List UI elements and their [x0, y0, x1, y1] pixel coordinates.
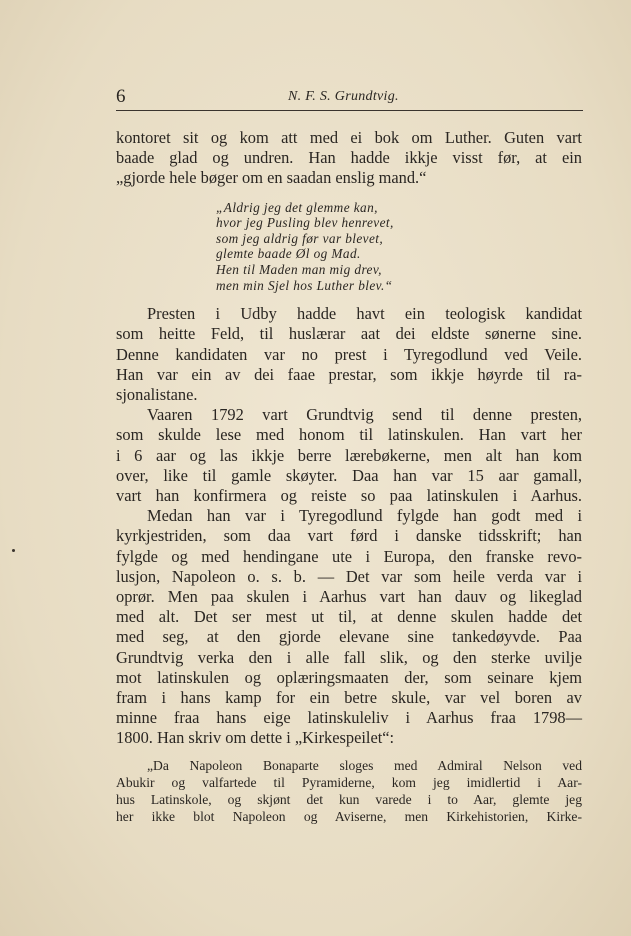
text-line: oprør. Men paa skulen i Aarhus vart han dauv og likeglad: [116, 587, 582, 607]
body-text: [116, 128, 582, 825]
poem-line: hvor jeg Pusling blev henrevet,: [216, 215, 394, 231]
text-line: vart han konfirmera og reiste so paa latinskulen i Aarhus.: [116, 486, 582, 505]
quote-line: her ikke blot Napoleon og Aviserne, men Kirkehistorien, Kirke-: [116, 808, 582, 824]
text-line: minne fraa hans eige latinskuleliv i Aarhus fraa 1798—: [116, 708, 582, 728]
page-number: 6: [116, 86, 126, 107]
quote-line: hus Latinskole, og skjønt det kun varede i to Aar, glemte jeg: [116, 791, 582, 807]
poem-line: Hen til Maden man mig drev,: [216, 261, 382, 277]
text-line: baade glad og undren. Han hadde ikkje visst før, at ein: [116, 148, 582, 168]
text-line: Han var ein av dei faae prestar, som ikkje høyrde til ra-: [116, 364, 582, 384]
poem-line: men min Sjel hos Luther blev.“: [216, 277, 393, 293]
text-line: Vaaren 1792 vart Grundtvig send til denne presten,: [147, 405, 582, 425]
poem-line: som jeg aldrig før var blevet,: [216, 230, 384, 246]
text-line: sjonalistane.: [116, 384, 198, 404]
block-quote: [116, 757, 582, 825]
page-header: [116, 86, 583, 111]
text-line: 1800. Han skriv om dette i „Kirkespeilet“:: [116, 728, 395, 748]
poem-quote: [216, 200, 582, 294]
paper-blemish: [12, 549, 15, 552]
quote-line: „Da Napoleon Bonaparte sloges med Admiral Nelson ved: [147, 757, 582, 773]
text-line: med seg, at den gjorde elevane sine tankedøyvde. Paa: [116, 627, 582, 647]
text-line: Medan han var i Tyregodlund fylgde han godt med i: [147, 506, 582, 526]
quote-line: Abukir og valfartede til Pyramiderne, kom jeg imidlertid i Aar-: [116, 774, 582, 790]
text-line: kontoret sit og kom att med ei bok om Luther. Guten vart: [116, 128, 582, 147]
running-head: N. F. S. Grundtvig.: [288, 89, 399, 104]
text-line: „gjorde hele bøger om en saadan enslig mand.“: [116, 168, 427, 188]
text-line: fylgde og med hendingane ute i Europa, den franske revo-: [116, 546, 582, 566]
text-line: fram i hans kamp for ein betre skule, var vel boren av: [116, 688, 582, 708]
paragraph-2: [116, 405, 582, 506]
text-line: som heitte Feld, til huslærar aat dei eldste sønerne sine.: [116, 324, 582, 344]
text-line: mot latinskulen og oplæringsmaaten der, som seinare kjem: [116, 667, 582, 687]
poem-line: glemte baade Øl og Mad.: [216, 246, 361, 262]
paragraph-3: [116, 506, 582, 748]
text-line: Denne kandidaten var no prest i Tyregodlund ved Veile.: [116, 344, 582, 364]
paragraph-1: [116, 304, 582, 405]
text-line: Grundtvig verka den i alle fall slik, og den sterke uvilje: [116, 647, 582, 667]
text-line: Presten i Udby hadde havt ein teologisk kandidat: [147, 304, 582, 324]
opening-paragraph: [116, 128, 582, 189]
text-line: som skulde lese med honom til latinskulen. Han vart her: [116, 425, 582, 445]
poem-line: „Aldrig jeg det glemme kan,: [216, 199, 378, 215]
text-line: kyrkjestriden, som daa vart førd i danske tidsskrift; han: [116, 526, 582, 546]
text-line: lusjon, Napoleon o. s. b. — Det var som heile verda var i: [116, 566, 582, 586]
text-line: over, like til gamle skøyter. Daa han var 15 aar gamall,: [116, 465, 582, 485]
text-line: med alt. Det ser mest ut til, at denne skulen hadde det: [116, 607, 582, 627]
text-line: i 6 aar og las ikkje berre lærebøkerne, men alt han kom: [116, 445, 582, 465]
